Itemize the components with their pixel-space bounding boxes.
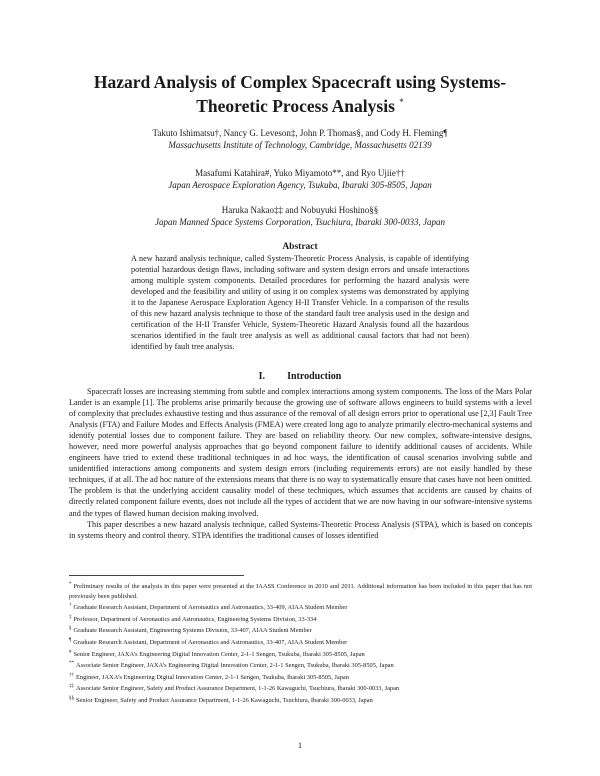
author-group-mit <box>60 127 540 151</box>
footnote-text: Graduate Research Assistant, Department of Aeronautics and Astronautics, 33-409, AIAA Student Member <box>73 604 348 612</box>
author-names: Takuto Ishimatsu†, Nancy G. Leveson‡, John P. Thomas§, and Cody H. Fleming¶ <box>152 128 448 138</box>
footnote-mark: §§ <box>69 695 74 701</box>
footnote-text: Engineer, JAXA’s Engineering Digital Innovation Center, 2-1-1 Sengen, Tsukuba, Ibaraki 305-8505, Japan <box>76 673 349 681</box>
footnote <box>69 694 532 706</box>
footnote-text: Graduate Research Assistant, Department of Aeronautics and Astronautics, 33-407, AIAA Student Member <box>73 638 348 646</box>
author-names: Haruka Nakao‡‡ and Nobuyuki Hoshino§§ <box>221 205 379 215</box>
page-number: 1 <box>297 740 303 750</box>
footnote-mark: ¶ <box>69 637 72 643</box>
footnote <box>69 580 532 601</box>
footnote-text: Senior Engineer, JAXA’s Engineering Digital Innovation Center, 2-1-1 Sengen, Tsukuba, Ibaraki 305-8505, Japan <box>73 650 365 658</box>
footnote-text: Professor, Department of Aeronautics and Astronautics, Engineering Systems Division, 33-334 <box>73 615 317 623</box>
footnote-text: Senior Engineer, Safety and Product Assurance Department, 1-1-26 Kawaguchi, Tsuchiura, Ibaraki 300-0033, Japan <box>76 696 373 704</box>
intro-paragraph: This paper describes a new hazard analysis technique, called Systems-Theoretic Process Analysis (STPA), which is based on concepts in systems theory and control theory. STPA identifies the traditional causes of losses identified <box>69 519 532 540</box>
footnote-mark: § <box>69 626 72 632</box>
paper-title-text: Hazard Analysis of Complex Spacecraft using Systems-Theoretic Process Analysis <box>93 72 507 116</box>
author-names: Masafumi Katahira#, Yuko Miyamoto**, and Ryo Ujiie†† <box>195 168 405 178</box>
section-number: I. <box>258 371 266 382</box>
abstract-text: A new hazard analysis technique, called System-Theoretic Process Analysis, is capable of identifying potential hazardous design flaws, including software and system design errors and unsafe interactions among multiple system components. Detailed procedures for performing the hazard analysis were developed and the feasibility and utility of using it on complex systems was demonstrated by applying it to the Japanese Aerospace Exploration Agency H-II Transfer Vehicle. In a comparison of the results of this new hazard analysis technique to those of the standard fault tree analysis used in the design and certification of the H-II Transfer Vehicle, System-Theoretic Hazard Analysis found all the hazardous scenarios identified in the fault tree analysis as well as additional causal factors that had not been) identified by fault tree analysis. <box>131 254 469 352</box>
footnote <box>69 671 532 683</box>
footnote-text: Associate Senior Engineer, JAXA’s Engineering Digital Innovation Center, 2-1-1 Sengen, Tsukuba, Ibaraki 305-8505, Japan <box>76 662 394 670</box>
footnote-text: Associate Senior Engineer, Safety and Product Assurance Department, 1-1-26 Kawaguchi, Tsuchiura, Ibaraki 300-0033, Japan <box>76 685 400 693</box>
title-footnote-mark: * <box>399 97 404 107</box>
footnotes <box>69 580 532 706</box>
footnote <box>69 682 532 694</box>
footnote-mark: ** <box>69 661 74 667</box>
author-affiliation: Japan Manned Space Systems Corporation, Tsuchiura, Ibaraki 300-0033, Japan <box>155 217 445 227</box>
footnote-mark: †† <box>69 672 74 678</box>
footnote <box>69 659 532 671</box>
footnote <box>69 636 532 648</box>
section-heading <box>0 371 600 382</box>
footnote-mark: # <box>69 649 72 655</box>
footnote-mark: † <box>69 603 72 609</box>
footnote-mark: ‡‡ <box>69 684 74 690</box>
abstract-heading: Abstract <box>282 242 318 252</box>
footnote <box>69 613 532 625</box>
author-affiliation: Massachusetts Institute of Technology, Cambridge, Massachusetts 02139 <box>168 140 432 150</box>
footnote <box>69 601 532 613</box>
author-group-jamss <box>60 204 540 228</box>
section-title: Introduction <box>287 371 342 382</box>
footnote <box>69 624 532 636</box>
paper-title <box>70 72 530 116</box>
footnote-text: Preliminary results of the analysis in this paper were presented at the IAASS Conference in 2010 and 2011. Additional information has been included in this paper that has not previously been published. <box>69 583 532 600</box>
footnote-divider <box>69 575 244 576</box>
introduction-body <box>69 386 532 541</box>
footnote <box>69 648 532 660</box>
intro-paragraph: Spacecraft losses are increasing stemming from subtle and complex interactions among system components. The loss of the Mars Polar Lander is an example [1]. The problems arise primarily because the growing use of software allows engineers to build systems with a level of complexity that precludes exhaustive testing and thus assurance of the removal of all design errors prior to operational use [2,3] Fault Tree Analysis (FTA) and Failure Modes and Effects Analysis (FMEA) were created long ago to analyze primarily electro-mechanical systems and identify potential losses due to component failure. They are based on reliability theory. Our new complex, software-intensive designs, however, need more powerful analysis approaches that go beyond component failure to identify additional causes of accidents. While engineers have tried to extend these traditional techniques in ad hoc ways, the identification of causal scenarios involving subtle and unidentified interactions among components and system design errors (including requirements errors) are not easily handled by these techniques, if at all. The ad hoc nature of the extensions means that there is no way to systematically ensure that cases have not been omitted. The problem is that the underlying accident causality model of these techniques, which assumes that accidents are caused by chains of directly related component failure events, does not include all the types of accident that we are now having in our software-intensive systems and the types of flawed human decision making involved. <box>69 387 532 518</box>
footnote-text: Graduate Research Assistant, Engineering Systems Division, 33-407, AIAA Student Member <box>73 627 312 635</box>
author-group-jaxa <box>60 167 540 191</box>
footnote-mark: * <box>69 582 72 587</box>
author-affiliation: Japan Aerospace Exploration Agency, Tsukuba, Ibaraki 305-8505, Japan <box>168 180 432 190</box>
footnote-mark: ‡ <box>69 614 72 620</box>
